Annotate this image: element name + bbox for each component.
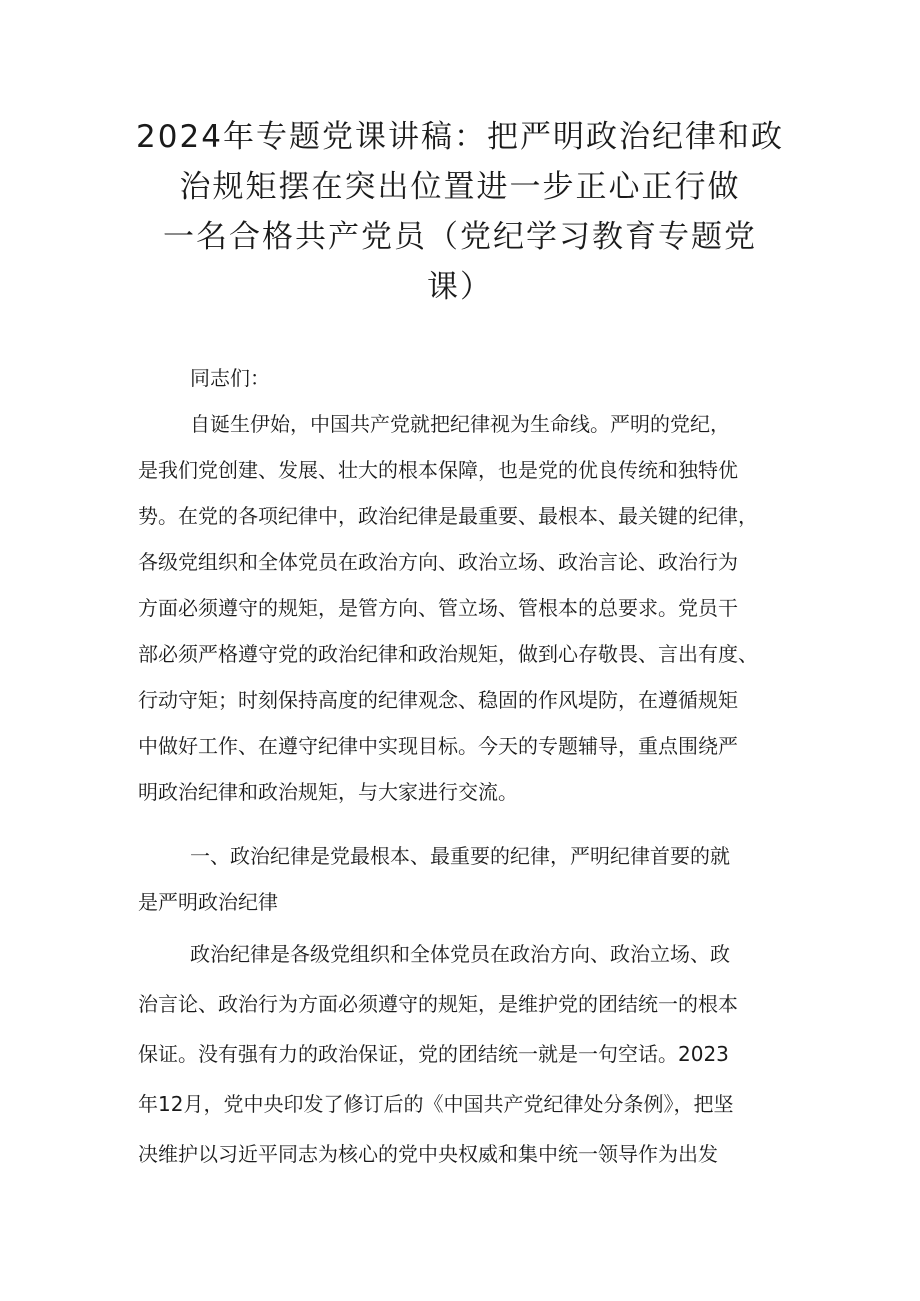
heading-line: 一、政治纪律是党最根本、最重要的纪律，严明纪律首要的就: [190, 844, 730, 868]
paragraph-line: 治言论、政治行为方面必须遵守的规矩，是维护党的团结统一的根本: [138, 992, 738, 1016]
paragraph-line: 保证。没有强有力的政治保证，党的团结统一就是一句空话。2023: [138, 1042, 729, 1066]
paragraph-line: 中做好工作、在遵守纪律中实现目标。今天的专题辅导，重点围绕严: [138, 734, 738, 758]
paragraph-line: 自诞生伊始，中国共产党就把纪律视为生命线。严明的党纪，: [190, 412, 730, 436]
paragraph-line: 年12月，党中央印发了修订后的《中国共产党纪律处分条例》，把坚: [138, 1092, 734, 1116]
title-line: 课）: [427, 269, 493, 305]
paragraph-line: 方面必须遵守的规矩，是管方向、管立场、管根本的总要求。党员干: [138, 596, 738, 620]
paragraph-line: 明政治纪律和政治规矩，与大家进行交流。: [138, 780, 518, 804]
greeting: 同志们：: [190, 366, 270, 390]
paragraph-line: 决维护以习近平同志为核心的党中央权威和集中统一领导作为出发: [138, 1142, 718, 1166]
title-line: 治规矩摆在突出位置进一步正心正行做: [179, 169, 741, 205]
paragraph-line: 政治纪律是各级党组织和全体党员在政治方向、政治立场、政: [190, 942, 730, 966]
title-line: 一名合格共产党员（党纪学习教育专题党: [163, 219, 757, 255]
heading-line: 是严明政治纪律: [138, 890, 278, 914]
document-title: [130, 112, 790, 312]
title-line: 2024年专题党课讲稿：把严明政治纪律和政: [136, 119, 784, 155]
paragraph-line: 各级党组织和全体党员在政治方向、政治立场、政治言论、政治行为: [138, 550, 738, 574]
paragraph-line: 是我们党创建、发展、壮大的根本保障，也是党的优良传统和独特优: [138, 458, 738, 482]
paragraph-line: 势。在党的各项纪律中，政治纪律是最重要、最根本、最关键的纪律，: [138, 504, 758, 528]
paragraph-line: 部必须严格遵守党的政治纪律和政治规矩，做到心存敬畏、言出有度、: [138, 642, 758, 666]
paragraph-line: 行动守矩；时刻保持高度的纪律观念、稳固的作风堤防，在遵循规矩: [138, 688, 738, 712]
